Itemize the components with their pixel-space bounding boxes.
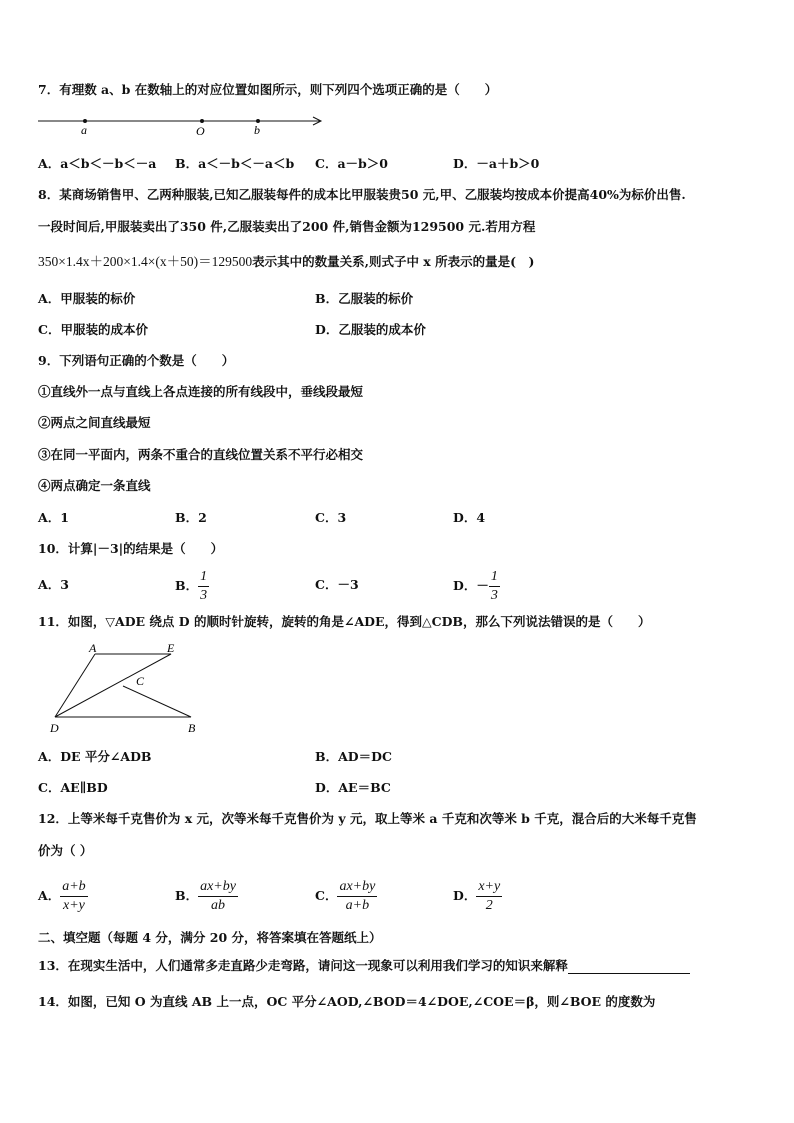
q13-answer-blank (568, 961, 690, 974)
figure-label-a: A (89, 641, 97, 655)
q11-option-b: B．AD＝DC (315, 749, 392, 764)
q9-statement-3: ③在同一平面内，两条不重合的直线位置关系不平行必相交 (38, 447, 364, 462)
q11-stem: 11．如图，▽ADE 绕点 D 的顺时针旋转，旋转的角是∠ADE，得到△CDB，那么下列说法错误的是（ ） (38, 614, 651, 629)
figure-label-e: E (167, 641, 175, 655)
q12-option-a-label: A． (38, 888, 61, 903)
q8-line3 (38, 254, 534, 270)
q10-option-c: C．－3 (315, 577, 359, 592)
q8-line2: 一段时间后,甲服装卖出了350 件,乙服装卖出了200 件,销售金额为129500 元.若用方程 (38, 219, 536, 234)
q8-option-a: A．甲服装的标价 (38, 291, 136, 306)
q8-line3-tail: 表示其中的数量关系,则式子中 x 所表示的量是( ) (252, 254, 535, 269)
number-line-figure (36, 110, 328, 140)
q12-a-numerator: a+b (60, 878, 87, 897)
q12-option-c-label: C． (315, 888, 338, 903)
axis-label-o: O (196, 124, 205, 138)
q8-equation: 350×1.4x＋200×1.4×(x＋50)＝129500 (38, 254, 253, 269)
q9-statement-2: ②两点之间直线最短 (38, 415, 151, 430)
q10-stem: 10．计算|－3|的结果是（ ） (38, 541, 224, 556)
q8-option-b: B．乙服装的标价 (315, 291, 414, 306)
q14-stem: 14．如图，已知 O 为直线 AB 上一点，OC 平分∠AOD,∠BOD＝4∠DOE,∠COE＝β，则∠BOE 的度数为 (38, 994, 656, 1009)
q7-option-c: C．a－b＞0 (315, 156, 388, 171)
q8-option-c: C．甲服装的成本价 (38, 322, 148, 337)
q13-line (38, 958, 690, 974)
figure-label-c: C (136, 674, 145, 688)
q13-stem: 13．在现实生活中，人们通常多走直路少走弯路，请问这一现象可以利用我们学习的知识来解释 (38, 958, 568, 973)
q10-d-denominator: 3 (490, 588, 498, 603)
q9-statement-1: ①直线外一点与直线上各点连接的所有线段中，垂线段最短 (38, 384, 364, 399)
q8-option-d: D．乙服装的成本价 (315, 322, 426, 337)
q12-line2: 价为（ ） (38, 843, 93, 858)
axis-label-b: b (254, 123, 260, 137)
q11-option-a: A．DE 平分∠ADB (38, 749, 152, 764)
q12-c-numerator: ax+by (337, 878, 377, 897)
triangle-rotation-figure (45, 638, 210, 738)
q12-option-c (315, 878, 377, 915)
q10-b-denominator: 3 (200, 588, 208, 603)
q12-c-denominator: a+b (345, 898, 370, 913)
q9-option-b: B．2 (175, 510, 207, 525)
q12-b-denominator: ab (211, 898, 226, 913)
q9-statement-4: ④两点确定一条直线 (38, 478, 151, 493)
q9-option-d: D．4 (453, 510, 486, 525)
q8-line1: 8．某商场销售甲、乙两种服装,已知乙服装每件的成本比甲服装贵50 元,甲、乙服装均按成本价提高40%为标价出售. (38, 187, 686, 202)
q12-a-denominator: x+y (62, 898, 85, 913)
q9-option-a: A．1 (38, 510, 69, 525)
q12-d-numerator: x+y (476, 878, 502, 897)
q12-b-numerator: ax+by (198, 878, 238, 897)
q7-option-d: D．－a＋b＞0 (453, 156, 540, 171)
q10-option-b (175, 568, 209, 605)
q7-stem: 7．有理数 a、b 在数轴上的对应位置如图所示，则下列四个选项正确的是（ ） (38, 82, 498, 97)
q12-option-d-label: D． (453, 888, 477, 903)
q12-option-b (175, 878, 238, 915)
q12-option-a (38, 878, 88, 915)
section-title-fill-in: 二、填空题（每题 4 分，满分 20 分，将答案填在答题纸上） (38, 930, 382, 945)
q9-option-c: C．3 (315, 510, 347, 525)
q10-d-numerator: 1 (489, 568, 500, 587)
q10-option-d (453, 568, 500, 605)
q10-option-d-label: D．－ (453, 578, 489, 593)
figure-label-b: B (188, 721, 196, 735)
q10-option-b-label: B． (175, 578, 199, 593)
q12-option-d (453, 878, 502, 915)
axis-label-a: a (81, 123, 87, 137)
q10-b-numerator: 1 (198, 568, 209, 587)
q11-option-d: D．AE＝BC (315, 780, 391, 795)
q12-line1: 12．上等米每千克售价为 x 元，次等米每千克售价为 y 元，取上等米 a 千克和次等米 b 千克，混合后的大米每千克售 (38, 811, 697, 826)
q7-option-b: B．a＜－b＜－a＜b (175, 156, 295, 171)
q11-option-c: C．AE∥BD (38, 780, 108, 795)
q12-d-denominator: 2 (485, 898, 493, 913)
q10-option-a: A．3 (38, 577, 69, 592)
figure-label-d: D (50, 721, 59, 735)
q12-option-b-label: B． (175, 888, 199, 903)
q9-stem: 9．下列语句正确的个数是（ ） (38, 353, 235, 368)
q7-option-a: A．a＜b＜－b＜－a (38, 156, 157, 171)
